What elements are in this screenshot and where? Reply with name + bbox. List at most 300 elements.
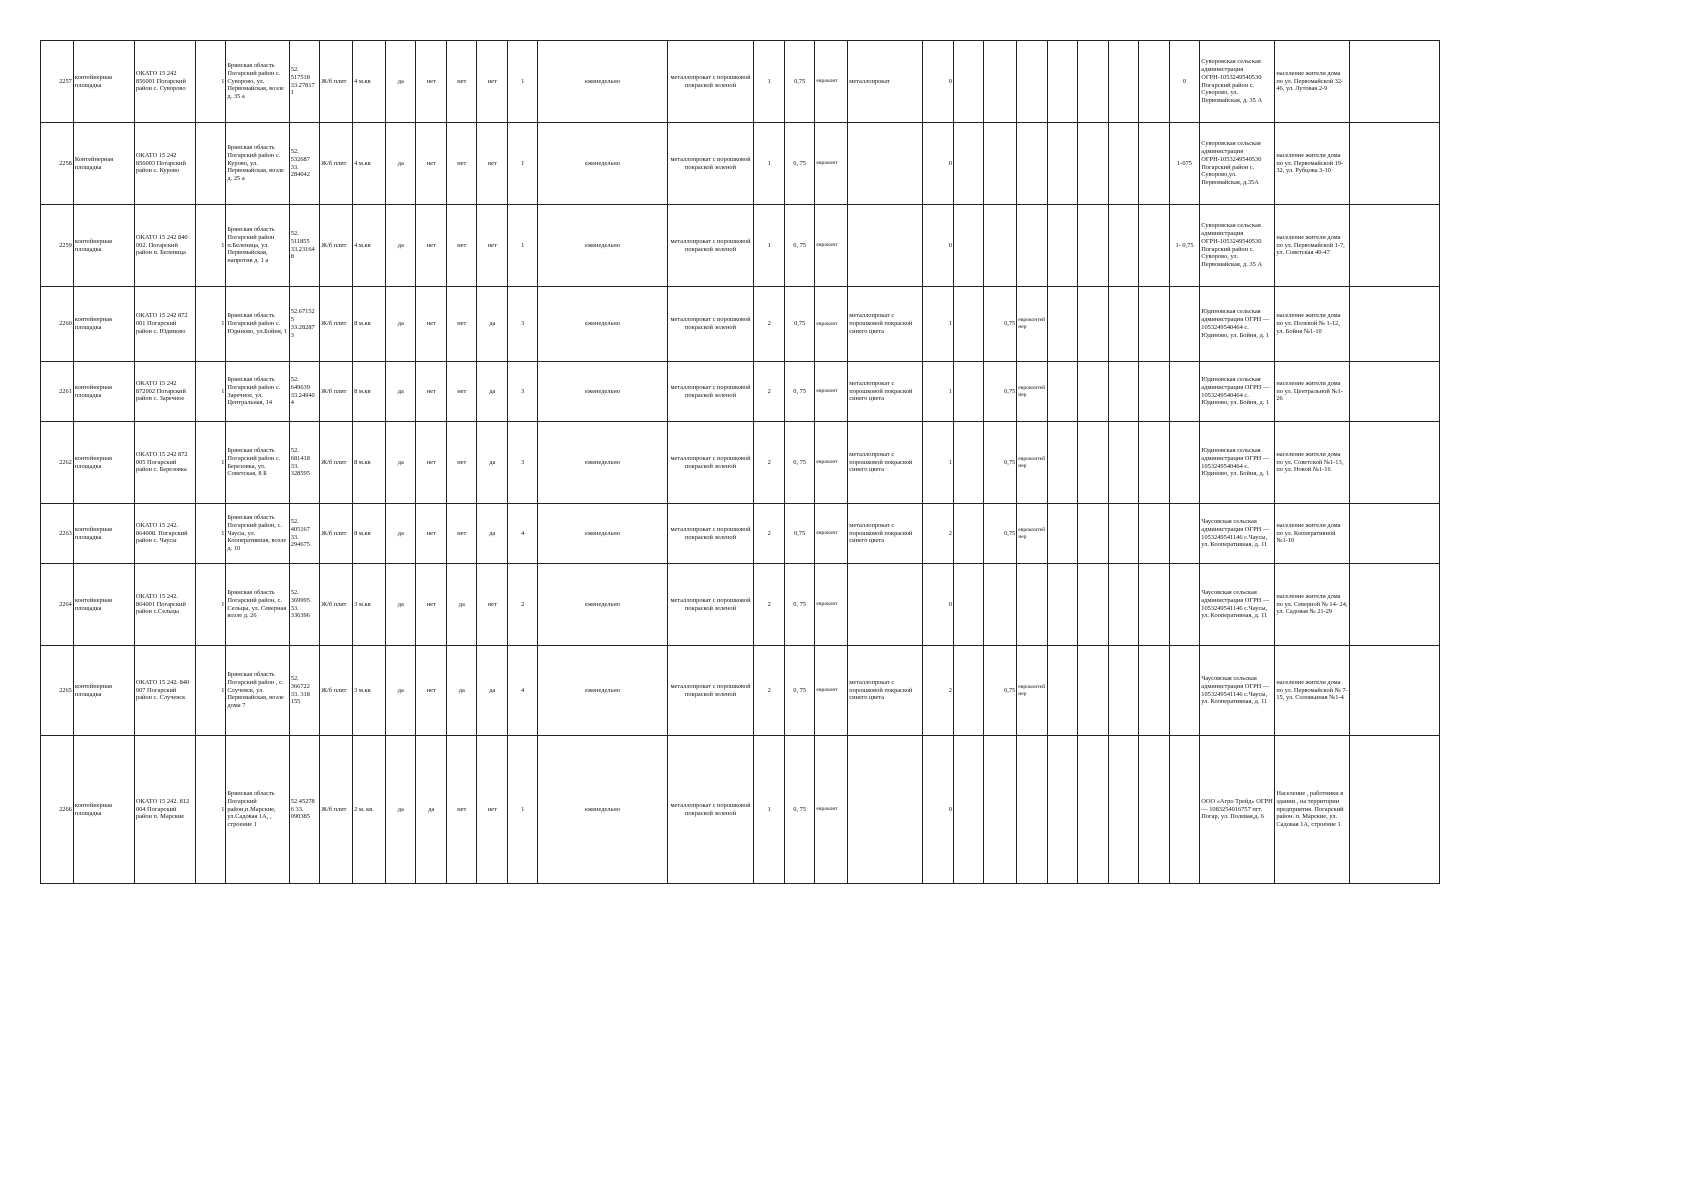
cell-extra-b bbox=[848, 205, 923, 287]
cell-okato: ОКАТО 15 242 856003 Погарский район с. Курово bbox=[134, 123, 195, 205]
cell-c1: нет bbox=[446, 123, 477, 205]
cell-extra-b: металлопрокат с порошковой покраской синего цвета bbox=[848, 287, 923, 362]
cell-served: население жители дома по ул. Центральной №1-26 bbox=[1275, 362, 1350, 422]
cell-cont-qty: 1 bbox=[754, 41, 785, 123]
cell-zero: 0 bbox=[923, 41, 954, 123]
table-row bbox=[41, 736, 1440, 884]
cell-c2: нет bbox=[477, 736, 508, 884]
cell-mark bbox=[195, 123, 226, 205]
cell-zero: 1 bbox=[923, 287, 954, 362]
cell-right-count: 1- 0,75 bbox=[1169, 205, 1200, 287]
cell-sm-qty bbox=[953, 646, 984, 736]
cell-cont-count: 1 bbox=[507, 123, 538, 205]
cell-empty bbox=[1108, 123, 1139, 205]
cell-address: Брянская область Погарский район с. Курово, ул. Первомайская, возле д. 25 а bbox=[226, 123, 289, 205]
cell-num: 2261 bbox=[41, 362, 74, 422]
cell-owner: Чаусовская сельская администрация ОГРН — 1053249541146 с.Чаусы, ул. Кооперативная, д. 11 bbox=[1200, 504, 1275, 564]
table-row bbox=[41, 362, 1440, 422]
cell-empty bbox=[1078, 205, 1109, 287]
cell-extra-b: металлопрокат с порошковой покраской синего цвета bbox=[848, 362, 923, 422]
cell-owner: Юдиновская сельская администрация ОГРН — 1053249540464 с. Юдиново, ул. Бойня, д. 1 bbox=[1200, 287, 1275, 362]
table-row bbox=[41, 41, 1440, 123]
cell-empty bbox=[1139, 41, 1170, 123]
cell-cont-material: металлопрокат с порошковой покраской зеленой bbox=[667, 646, 754, 736]
cell-right-count bbox=[1169, 736, 1200, 884]
cell-extra-a: евроконт bbox=[815, 123, 848, 205]
cell-fence: да bbox=[385, 504, 416, 564]
cell-served: население жители дома по ул. Первомайской 19-32, ул. Рубцова 3-10 bbox=[1275, 123, 1350, 205]
cell-cont-material: металлопрокат с порошковой покраской зеленой bbox=[667, 422, 754, 504]
cell-c2: нет bbox=[477, 123, 508, 205]
cell-surface: Ж/б плит bbox=[320, 362, 353, 422]
cell-owner: Суворовская сельская администрация ОГРН-1053249540530 Погарский район с. Суворово, ул. Первомайская, д. 35 А bbox=[1200, 41, 1275, 123]
cell-empty bbox=[1047, 41, 1078, 123]
cell-right-count bbox=[1169, 287, 1200, 362]
cell-address: Брянская область Погарский район с. Суворово, ул. Первомайская, возле д. 35 а bbox=[226, 41, 289, 123]
cell-cont-count: 1 bbox=[507, 736, 538, 884]
cell-okato: ОКАТО 15 242. 864008. Погарский район с. Чаусы bbox=[134, 504, 195, 564]
cell-right-count bbox=[1169, 362, 1200, 422]
cell-empty bbox=[1139, 646, 1170, 736]
cell-extra-b: металлопрокат с порошковой покраской синего цвета bbox=[848, 646, 923, 736]
cell-roof: нет bbox=[416, 123, 447, 205]
cell-c1: нет bbox=[446, 362, 477, 422]
cell-type: контейнерная площадка bbox=[73, 504, 134, 564]
cell-empty bbox=[1350, 422, 1440, 504]
cell-address: Брянская область Погарский район,п.Марские, ул.Садовая 1А, , строение 1 bbox=[226, 736, 289, 884]
cell-empty bbox=[1078, 422, 1109, 504]
cell-empty bbox=[1108, 362, 1139, 422]
cell-type: контейнерная площадка bbox=[73, 736, 134, 884]
cell-empty bbox=[1047, 362, 1078, 422]
cell-served: население жители дома по ул. Советской №1-13, по ул. Новой №1-16 bbox=[1275, 422, 1350, 504]
cell-roof: нет bbox=[416, 362, 447, 422]
cell-c1: нет bbox=[446, 205, 477, 287]
cell-cont-count: 3 bbox=[507, 287, 538, 362]
cell-address: Брянская область Погарский район, с. Чаусы, ул. Кооперативная, возле д. 10 bbox=[226, 504, 289, 564]
cell-mark: 1 bbox=[195, 504, 226, 564]
cell-num: 2266 bbox=[41, 736, 74, 884]
cell-empty bbox=[1139, 287, 1170, 362]
cell-surface: Ж/б плит bbox=[320, 123, 353, 205]
cell-address: Брянская область Погарский район , с. Случевск, ул. Первомайская, возле дома 7 bbox=[226, 646, 289, 736]
cell-area: 3 м.кв bbox=[353, 646, 386, 736]
cell-surface: Ж/б плит bbox=[320, 41, 353, 123]
cell-roof: нет bbox=[416, 287, 447, 362]
cell-schedule: еженедельно bbox=[538, 422, 667, 504]
cell-zero: 2 bbox=[923, 504, 954, 564]
container-sites-table bbox=[40, 40, 1440, 884]
cell-mark: 1 bbox=[195, 41, 226, 123]
cell-extra-b bbox=[848, 564, 923, 646]
cell-fence: да bbox=[385, 362, 416, 422]
cell-type: Контейнерная площадка bbox=[73, 123, 134, 205]
cell-cont-vol: 0,75 bbox=[784, 41, 815, 123]
table-row bbox=[41, 205, 1440, 287]
cell-extra-a: евроконт bbox=[815, 362, 848, 422]
cell-empty bbox=[1108, 205, 1139, 287]
cell-empty bbox=[1108, 504, 1139, 564]
cell-cont-qty: 2 bbox=[754, 646, 785, 736]
cell-cont-count: 3 bbox=[507, 362, 538, 422]
document-sheet bbox=[40, 40, 1440, 884]
cell-zero: 0 bbox=[923, 736, 954, 884]
cell-num: 2259 bbox=[41, 205, 74, 287]
cell-sm-vol bbox=[984, 41, 1017, 123]
cell-empty bbox=[1047, 646, 1078, 736]
cell-right-count bbox=[1169, 422, 1200, 504]
cell-area: 4 м.кв bbox=[353, 41, 386, 123]
cell-roof: нет bbox=[416, 646, 447, 736]
cell-empty bbox=[1139, 205, 1170, 287]
cell-cont-qty: 2 bbox=[754, 564, 785, 646]
cell-address: Брянская область Погарский район п.Беленица, ул. Первомайская, напротив д. 1 а bbox=[226, 205, 289, 287]
cell-fence: да bbox=[385, 422, 416, 504]
cell-empty bbox=[1350, 123, 1440, 205]
cell-address: Брянская область Погарский район с. Березовка, ул. Советская, 8 Б bbox=[226, 422, 289, 504]
cell-area: 2 м. кв. bbox=[353, 736, 386, 884]
cell-address: Брянская область Погарский район с. Юдиново, ул.Бойня, 1 bbox=[226, 287, 289, 362]
cell-empty bbox=[1139, 422, 1170, 504]
cell-num: 2262 bbox=[41, 422, 74, 504]
cell-c1: да bbox=[446, 564, 477, 646]
cell-empty bbox=[1350, 362, 1440, 422]
cell-cont-qty: 2 bbox=[754, 504, 785, 564]
cell-extra-a: евроконт bbox=[815, 504, 848, 564]
cell-surface: Ж/б плит bbox=[320, 564, 353, 646]
cell-zero: 1 bbox=[923, 422, 954, 504]
cell-cont-count: 3 bbox=[507, 422, 538, 504]
cell-cont-count: 4 bbox=[507, 646, 538, 736]
cell-sm-type: евроконтейнер bbox=[1017, 646, 1048, 736]
cell-empty bbox=[1047, 123, 1078, 205]
cell-empty bbox=[1078, 41, 1109, 123]
cell-cont-material: металлопрокат с порошковой покраской зеленой bbox=[667, 287, 754, 362]
cell-extra-b bbox=[848, 736, 923, 884]
cell-roof: да bbox=[416, 736, 447, 884]
cell-served: население жители дома по ул. Первомайской 32-46, ул. Лутовая 2-9 bbox=[1275, 41, 1350, 123]
cell-cont-vol: 0, 75 bbox=[784, 646, 815, 736]
cell-empty bbox=[1108, 287, 1139, 362]
cell-right-count: 1-075 bbox=[1169, 123, 1200, 205]
cell-sm-type: евроконтейнер bbox=[1017, 504, 1048, 564]
cell-roof: нет bbox=[416, 422, 447, 504]
cell-area: 3 м.кв bbox=[353, 564, 386, 646]
cell-sm-qty bbox=[953, 123, 984, 205]
cell-okato: ОКАТО 15 242. 812 004 Погарский район п. Марские bbox=[134, 736, 195, 884]
cell-extra-b: металлопрокат с порошковой покраской синего цвета bbox=[848, 504, 923, 564]
cell-sm-vol bbox=[984, 564, 1017, 646]
cell-cont-qty: 1 bbox=[754, 205, 785, 287]
cell-sm-vol: 0,75 bbox=[984, 287, 1017, 362]
cell-c1: нет bbox=[446, 422, 477, 504]
cell-empty bbox=[1047, 736, 1078, 884]
cell-right-count bbox=[1169, 564, 1200, 646]
cell-sm-qty bbox=[953, 205, 984, 287]
cell-owner: Суворовская сельская администрация ОГРН-1053249540530 Погарский район с. Суворово, ул. Первомайская, д. 35 А bbox=[1200, 205, 1275, 287]
cell-empty bbox=[1350, 287, 1440, 362]
cell-extra-a: евроконт bbox=[815, 422, 848, 504]
cell-mark: 1 bbox=[195, 564, 226, 646]
cell-c2: нет bbox=[477, 205, 508, 287]
cell-cont-material: металлопрокат с порошковой покраской зеленой bbox=[667, 736, 754, 884]
table-row bbox=[41, 422, 1440, 504]
cell-schedule: еженедельно bbox=[538, 362, 667, 422]
cell-sm-qty bbox=[953, 41, 984, 123]
cell-empty bbox=[1078, 362, 1109, 422]
cell-address: Брянская область Погарский район с. Заречное, ул. Центральная, 14 bbox=[226, 362, 289, 422]
cell-area: 8 м.кв bbox=[353, 422, 386, 504]
cell-cont-qty: 1 bbox=[754, 736, 785, 884]
cell-sm-qty bbox=[953, 564, 984, 646]
cell-roof: нет bbox=[416, 205, 447, 287]
cell-okato: ОКАТО 15 242 872 005 Погарский район с. Березовка bbox=[134, 422, 195, 504]
cell-empty bbox=[1139, 504, 1170, 564]
cell-sm-type: евроконтейнер bbox=[1017, 422, 1048, 504]
cell-area: 8 м.кв bbox=[353, 504, 386, 564]
cell-sm-type bbox=[1017, 205, 1048, 287]
cell-empty bbox=[1108, 564, 1139, 646]
cell-empty bbox=[1139, 564, 1170, 646]
cell-cont-vol: 0, 75 bbox=[784, 362, 815, 422]
cell-fence: да bbox=[385, 646, 416, 736]
cell-schedule: еженедельно bbox=[538, 123, 667, 205]
cell-coords: 52.67152 5 33.28287 3 bbox=[289, 287, 320, 362]
cell-area: 8 м.кв bbox=[353, 362, 386, 422]
cell-empty bbox=[1078, 123, 1109, 205]
cell-mark: 1 bbox=[195, 362, 226, 422]
cell-c1: нет bbox=[446, 41, 477, 123]
cell-zero: 1 bbox=[923, 362, 954, 422]
cell-coords: 52. 532687 33. 284042 bbox=[289, 123, 320, 205]
cell-num: 2264 bbox=[41, 564, 74, 646]
cell-zero: 2 bbox=[923, 646, 954, 736]
cell-extra-a: евроконт bbox=[815, 41, 848, 123]
cell-fence: да bbox=[385, 564, 416, 646]
cell-sm-vol: 0,75 bbox=[984, 504, 1017, 564]
cell-right-count bbox=[1169, 646, 1200, 736]
cell-c2: да bbox=[477, 422, 508, 504]
cell-coords: 52. 405167 33. 294675 bbox=[289, 504, 320, 564]
cell-empty bbox=[1139, 362, 1170, 422]
cell-owner: Юдиновская сельская администрация ОГРН — 1053249540464 с. Юдиново, ул. Бойня, д. 1 bbox=[1200, 422, 1275, 504]
cell-empty bbox=[1078, 736, 1109, 884]
cell-okato: ОКАТО 15 242. 840 007 Погарский район с. Случевск bbox=[134, 646, 195, 736]
cell-cont-vol: 0, 75 bbox=[784, 205, 815, 287]
cell-empty bbox=[1350, 564, 1440, 646]
cell-empty bbox=[1078, 504, 1109, 564]
cell-cont-vol: 0, 75 bbox=[784, 736, 815, 884]
cell-fence: да bbox=[385, 123, 416, 205]
cell-extra-a: евроконт bbox=[815, 646, 848, 736]
cell-cont-vol: 0, 75 bbox=[784, 123, 815, 205]
cell-cont-count: 4 bbox=[507, 504, 538, 564]
cell-c2: да bbox=[477, 646, 508, 736]
cell-extra-b: металлопрокат с порошковой покраской синего цвета bbox=[848, 422, 923, 504]
cell-coords: 52.45278 6 33. 090385 bbox=[289, 736, 320, 884]
cell-empty bbox=[1350, 205, 1440, 287]
cell-empty bbox=[1108, 646, 1139, 736]
cell-sm-type bbox=[1017, 564, 1048, 646]
cell-zero: 0 bbox=[923, 123, 954, 205]
cell-type: контейнерная площадка bbox=[73, 41, 134, 123]
cell-zero: 0 bbox=[923, 205, 954, 287]
cell-roof: нет bbox=[416, 41, 447, 123]
cell-okato: ОКАТО 15 242 872 001 Погарский район с. Юдиново bbox=[134, 287, 195, 362]
cell-empty bbox=[1350, 504, 1440, 564]
cell-empty bbox=[1047, 205, 1078, 287]
cell-address: Брянская область Погарский район, с. Сельцы, ул. Северная возле д. 26 bbox=[226, 564, 289, 646]
cell-empty bbox=[1139, 736, 1170, 884]
cell-schedule: еженедельно bbox=[538, 736, 667, 884]
cell-sm-vol: 0,75 bbox=[984, 646, 1017, 736]
cell-schedule: еженедельно bbox=[538, 287, 667, 362]
cell-served: население жители дома по ул. Первомайской № 7-15, ул. Соловьиная №1-4 bbox=[1275, 646, 1350, 736]
cell-empty bbox=[1350, 646, 1440, 736]
cell-c2: да bbox=[477, 362, 508, 422]
cell-schedule: еженедельно bbox=[538, 564, 667, 646]
cell-coords: 52. 366722 33. 318 155 bbox=[289, 646, 320, 736]
cell-type: контейнерная площадка bbox=[73, 646, 134, 736]
cell-coords: 52. 369995 33. 336396 bbox=[289, 564, 320, 646]
cell-sm-vol: 0,75 bbox=[984, 422, 1017, 504]
cell-surface: Ж/б плит bbox=[320, 287, 353, 362]
cell-empty bbox=[1047, 422, 1078, 504]
cell-area: 4 м.кв bbox=[353, 123, 386, 205]
cell-cont-material: металлопрокат с порошковой покраской зеленой bbox=[667, 205, 754, 287]
cell-served: Население , работники в здании , на территории предприятия. Погарский район. п. Марские, ул. Садовая 1А, строение 1 bbox=[1275, 736, 1350, 884]
cell-coords: 52. 681418 33. 328595 bbox=[289, 422, 320, 504]
cell-type: контейнерная площадка bbox=[73, 205, 134, 287]
cell-sm-type: евроконтейнер bbox=[1017, 287, 1048, 362]
cell-empty bbox=[1047, 564, 1078, 646]
cell-served: население жители дома по ул. Кооперативной №1-10 bbox=[1275, 504, 1350, 564]
cell-owner: Чаусовская сельская администрация ОГРН — 1053249541146 с.Чаусы, ул. Кооперативная, д. 11 bbox=[1200, 646, 1275, 736]
cell-mark: 1 bbox=[195, 422, 226, 504]
table-row bbox=[41, 646, 1440, 736]
cell-sm-vol: 0,75 bbox=[984, 362, 1017, 422]
cell-right-count: 0 bbox=[1169, 41, 1200, 123]
cell-coords: 52. 649639 33.24940 4 bbox=[289, 362, 320, 422]
table-row bbox=[41, 123, 1440, 205]
cell-served: население жители дома по ул. Полевой № 1-12, ул. Бойня №1-10 bbox=[1275, 287, 1350, 362]
cell-empty bbox=[1108, 736, 1139, 884]
cell-sm-qty bbox=[953, 422, 984, 504]
cell-mark: 1 bbox=[195, 287, 226, 362]
cell-cont-vol: 0,75 bbox=[784, 504, 815, 564]
cell-fence: да bbox=[385, 41, 416, 123]
cell-sm-qty bbox=[953, 287, 984, 362]
cell-schedule: еженедельно bbox=[538, 646, 667, 736]
cell-c1: да bbox=[446, 646, 477, 736]
cell-c1: нет bbox=[446, 504, 477, 564]
cell-okato: ОКАТО 15 242 840 002. Погарский район п. Беленица bbox=[134, 205, 195, 287]
cell-extra-b: металлопрокат bbox=[848, 41, 923, 123]
cell-cont-material: металлопрокат с порошковой покраской зеленой bbox=[667, 504, 754, 564]
cell-c2: нет bbox=[477, 564, 508, 646]
cell-area: 4 м.кв bbox=[353, 205, 386, 287]
cell-surface: Ж/б плит bbox=[320, 422, 353, 504]
cell-owner: Суворовская сельская администрация ОГРН-1053249540530 Погарский район с. Суворово,ул. Первомайская, д.35А bbox=[1200, 123, 1275, 205]
cell-sm-vol bbox=[984, 123, 1017, 205]
cell-area: 8 м.кв bbox=[353, 287, 386, 362]
cell-schedule: еженедельно bbox=[538, 504, 667, 564]
cell-empty bbox=[1047, 504, 1078, 564]
cell-c1: нет bbox=[446, 736, 477, 884]
cell-surface: Ж/б плит bbox=[320, 646, 353, 736]
cell-fence: да bbox=[385, 287, 416, 362]
cell-empty bbox=[1078, 287, 1109, 362]
cell-roof: нет bbox=[416, 564, 447, 646]
cell-schedule: еженедельно bbox=[538, 41, 667, 123]
cell-num: 2257 bbox=[41, 41, 74, 123]
cell-cont-material: металлопрокат с порошковой покраской зеленой bbox=[667, 362, 754, 422]
cell-fence: да bbox=[385, 736, 416, 884]
cell-roof: нет bbox=[416, 504, 447, 564]
cell-extra-a: евроконт bbox=[815, 287, 848, 362]
cell-surface: Ж/б плит bbox=[320, 504, 353, 564]
cell-okato: ОКАТО 15 242. 864001 Погарский район с.Сельцы bbox=[134, 564, 195, 646]
cell-owner: ООО «Агро Трейд» ОГРН — 1083254016757 пгт. Погар, ул. Полевая,д. 6 bbox=[1200, 736, 1275, 884]
cell-empty bbox=[1350, 41, 1440, 123]
cell-cont-qty: 2 bbox=[754, 362, 785, 422]
cell-cont-count: 1 bbox=[507, 205, 538, 287]
cell-extra-a: евроконт bbox=[815, 205, 848, 287]
cell-empty bbox=[1078, 646, 1109, 736]
cell-sm-qty bbox=[953, 504, 984, 564]
cell-type: контейнерная площадка bbox=[73, 564, 134, 646]
cell-extra-a: евроконт bbox=[815, 736, 848, 884]
cell-cont-qty: 2 bbox=[754, 422, 785, 504]
cell-empty bbox=[1108, 422, 1139, 504]
cell-owner: Юдиновская сельская администрация ОГРН — 1053249540464 с. Юдиново, ул. Бойня, д. 1 bbox=[1200, 362, 1275, 422]
cell-mark: 1 bbox=[195, 205, 226, 287]
cell-okato: ОКАТО 15 242 872002 Погарский район с. Заречное bbox=[134, 362, 195, 422]
cell-cont-qty: 1 bbox=[754, 123, 785, 205]
cell-type: контейнерная площадка bbox=[73, 422, 134, 504]
cell-sm-qty bbox=[953, 362, 984, 422]
cell-cont-qty: 2 bbox=[754, 287, 785, 362]
cell-coords: 52. 511855 33.23164 8 bbox=[289, 205, 320, 287]
cell-right-count bbox=[1169, 504, 1200, 564]
cell-extra-b bbox=[848, 123, 923, 205]
cell-cont-count: 2 bbox=[507, 564, 538, 646]
cell-okato: ОКАТО 15 242 856001 Погарский район с. Суворово bbox=[134, 41, 195, 123]
cell-sm-type bbox=[1017, 736, 1048, 884]
cell-fence: да bbox=[385, 205, 416, 287]
cell-mark: 1 bbox=[195, 736, 226, 884]
cell-owner: Чаусовская сельская администрация ОГРН — 1053249541146 с.Чаусы, ул. Кооперативная, д. 11 bbox=[1200, 564, 1275, 646]
cell-served: население жители дома по ул. Первомайской 1-7, ул. Советская 40-47 bbox=[1275, 205, 1350, 287]
cell-mark: 1 bbox=[195, 646, 226, 736]
cell-extra-a: евроконт bbox=[815, 564, 848, 646]
cell-surface: Ж/б плит bbox=[320, 205, 353, 287]
cell-cont-material: металлопрокат с порошковой покраской зеленой bbox=[667, 41, 754, 123]
cell-type: контейнерная площадка bbox=[73, 287, 134, 362]
cell-num: 2265 bbox=[41, 646, 74, 736]
cell-cont-vol: 0, 75 bbox=[784, 422, 815, 504]
cell-sm-vol bbox=[984, 736, 1017, 884]
cell-c2: нет bbox=[477, 41, 508, 123]
cell-num: 2260 bbox=[41, 287, 74, 362]
cell-coords: 52. 517518 33.27817 1 bbox=[289, 41, 320, 123]
cell-cont-count: 1 bbox=[507, 41, 538, 123]
cell-sm-vol bbox=[984, 205, 1017, 287]
table-row bbox=[41, 564, 1440, 646]
cell-type: контейнерная площадка bbox=[73, 362, 134, 422]
cell-c2: да bbox=[477, 287, 508, 362]
cell-surface: Ж/б плит bbox=[320, 736, 353, 884]
